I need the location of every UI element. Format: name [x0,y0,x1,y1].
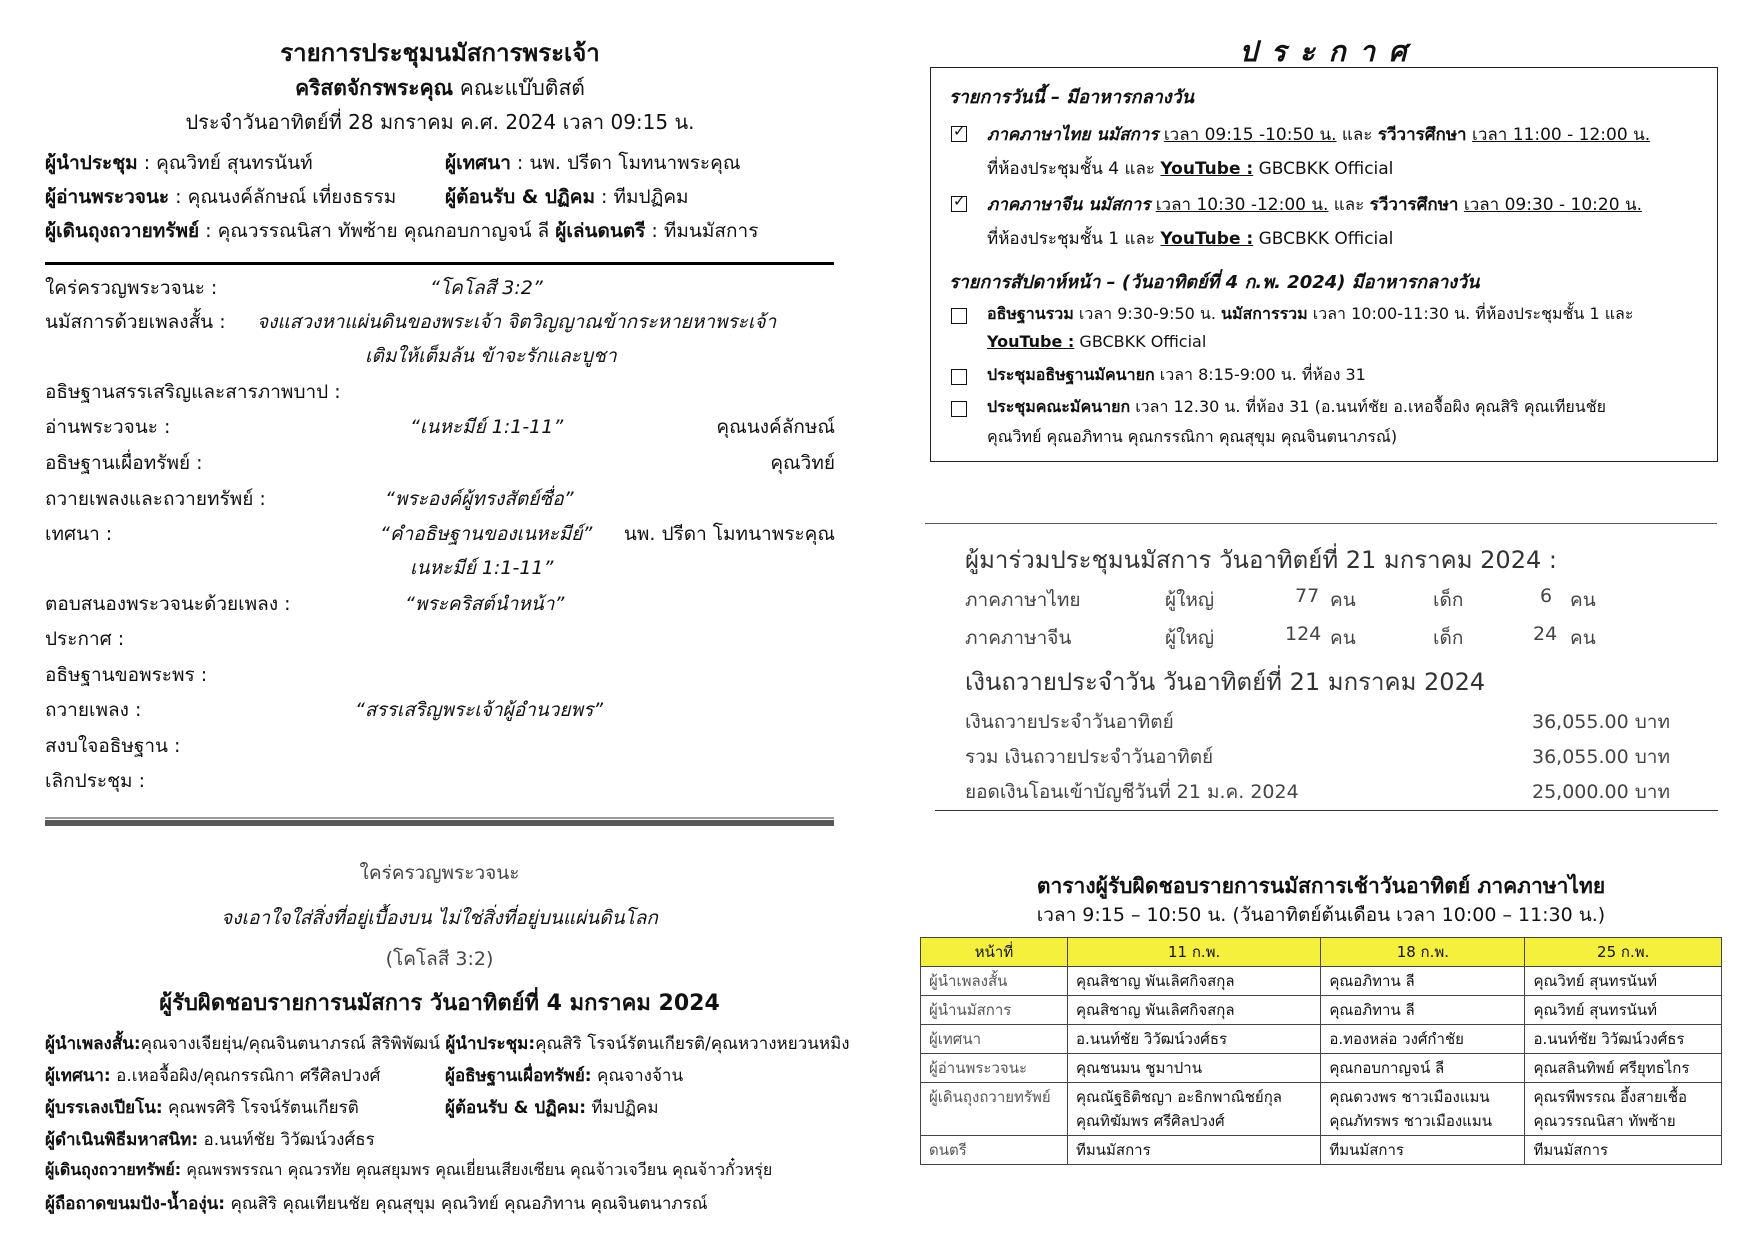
child-label: เด็ก [1433,627,1464,649]
schedule-title: ตารางผู้รับผิดชอบรายการนมัสการเช้าวันอาทิตย์ ภาคภาษาไทย [1036,874,1606,898]
table-cell: คุณชนมน ชูมาปาน [1068,1054,1321,1083]
venue: ที่ห้องประชุมชั้น 4 และ [987,159,1161,179]
table-cell: คุณกอบกาญจน์ ลี [1321,1054,1525,1083]
adult-label: ผู้ใหญ่ [1165,627,1215,649]
event-detail: เวลา 10:00-11:30 น. ที่ห้องประชุมชั้น 1 และ [1307,304,1634,323]
next-week-line [45,1094,359,1121]
table-cell: คุณรพีพรรณ อึ้งสายเชื้อ คุณวรรณนิสา ทัพซ้าย [1525,1083,1722,1136]
conjunction: และ [1328,195,1370,215]
youtube-label: YouTube : [1160,229,1254,249]
event-detail: เวลา 8:15-9:00 น. ที่ห้อง 31 [1154,365,1366,384]
order-person: คุณนงค์ลักษณ์ [716,416,835,438]
role-preacher [445,148,740,178]
order-label: ใคร่ครวญพระวจนะ : [45,277,218,299]
order-item: “สรรเสริญพระเจ้าผู้อำนวยพร” [355,699,604,721]
event-name: ประชุมคณะมัคนายก [987,397,1131,416]
duty-value: อ.เหอจื้อผิง/คุณกรรณิกา ศรีศิลปวงศ์ [110,1066,381,1086]
unit: คน [1330,627,1356,649]
adult-label: ผู้ใหญ่ [1165,589,1215,611]
offering-amount: 25,000.00 บาท [1532,781,1670,803]
column-header: 18 ก.พ. [1321,938,1525,967]
church-name-line [40,72,840,105]
role-label: ผู้เทศนา [445,152,511,174]
event-detail: คุณวิทย์ คุณอภิทาน คุณกรรณิกา คุณสุขุม คุณจินตนาภรณ์) [987,427,1398,446]
today-heading: รายการวันนี้ – มีอาหารกลางวัน [949,87,1194,108]
role-value: : คุณวรรณนิสา ทัพซ้าย คุณกอบกาญจน์ ลี [199,220,550,242]
role-label: ผู้นำประชุม [45,152,138,174]
role-ushers [445,182,689,212]
class-time: เวลา 09:30 - 10:20 น. [1463,195,1642,215]
order-item: จงแสวงหาแผ่นดินของพระเจ้า จิตวิญญาณข้ากระหายหาพระเจ้า [257,311,777,333]
order-row [45,307,835,341]
table-row [921,967,1722,996]
table-row [921,1083,1722,1136]
duty-label: ผู้บรรเลงเปียโน: [45,1098,163,1118]
order-item: “คำอธิษฐานของเนหะมีย์” [380,523,593,545]
verse-text: จงเอาใจใส่สิ่งที่อยู่เบื้องบน ไม่ใช่สิ่งที่อยู่บนแผ่นดินโลก [221,907,658,929]
table-row [921,1054,1722,1083]
schedule-table [920,937,1722,1165]
order-item: “โคโลสี 3:2” [430,277,543,299]
order-item: เนหะมีย์ 1:1-11” [410,557,554,579]
child-label: เด็ก [1433,589,1464,611]
next-item-line [987,332,1206,351]
duty-label: ผู้นำประชุม: [445,1034,536,1054]
duty-label: ผู้ดำเนินพิธีมหาสนิท: [45,1130,199,1150]
table-cell: ทีมนมัสการ [1321,1136,1525,1165]
table-row [921,996,1722,1025]
checkbox-checked-icon [951,126,967,142]
today-item-line [987,225,1393,252]
next-item-line [987,425,1397,450]
order-item: เติมให้เต็มล้น ข้าจะรักและบูชา [365,345,617,367]
next-week-heading: รายการสัปดาห์หน้า – (วันอาทิตย์ที่ 4 ก.พ. 2024) มีอาหารกลางวัน [949,272,1480,293]
attendance-group: ภาคภาษาไทย [965,589,1081,611]
youtube-label: YouTube : [987,332,1075,351]
table-cell: คุณณัฐธิติชญา อะธิกพาณิชย์กุล คุณทิฆัมพร ศรีศิลปวงศ์ [1068,1083,1321,1136]
order-label: เทศนา : [45,523,113,545]
order-label: เลิกประชุม : [45,770,145,792]
table-cell: ทีมนมัสการ [1525,1136,1722,1165]
order-label: ตอบสนองพระวจนะด้วยเพลง : [45,593,291,615]
table-row [921,1025,1722,1054]
order-row [45,273,835,307]
adult-count: 124 [1285,623,1322,645]
next-week-line [45,1126,375,1153]
duty-value: คุณจางเจียยุ่น/คุณจินตนาภรณ์ สิริพิพัฒน์ [140,1034,441,1054]
table-cell: คุณสลินทิพย์ ศรียุทธไกร [1525,1054,1722,1083]
role-reader [45,182,396,212]
order-row [45,377,835,412]
next-week-line [445,1062,683,1089]
announcements-title: ป ร ะ ก า ศ [1239,35,1409,68]
unit: คน [1330,589,1356,611]
order-label: ประกาศ : [45,628,125,650]
order-person: คุณวิทย์ [770,452,835,474]
schedule-subtitle: เวลา 9:15 – 10:50 น. (วันอาทิตย์ต้นเดือน เวลา 10:00 – 11:30 น.) [1036,904,1606,926]
class-name: รวีวารศึกษา [1369,195,1459,215]
order-item: “เนหะมีย์ 1:1-11” [410,416,564,438]
event-detail: เวลา 12.30 น. ที่ห้อง 31 (อ.นนท์ชัย อ.เหอจื้อผิง คุณสิริ คุณเทียนชัย [1130,397,1606,416]
next-week-title: ผู้รับผิดชอบรายการนมัสการ วันอาทิตย์ที่ 4 มกราคม 2024 [159,991,720,1016]
role-cell: ผู้นำนมัสการ [921,996,1068,1025]
duty-value: คุณพรศิริ โรจน์รัตนเกียรติ [162,1098,359,1118]
order-row [45,553,835,589]
divider [935,810,1718,811]
next-week-line [445,1094,659,1121]
table-cell: อ.นนท์ชัย วิวัฒน์วงศ์ธร [1068,1025,1321,1054]
duty-value: ทีมปฏิคม [586,1098,659,1118]
next-item-line [987,395,1606,420]
divider [45,817,834,826]
table-cell: คุณวิทย์ สุนทรนันท์ [1525,996,1722,1025]
class-name: รวีวารศึกษา [1377,125,1467,145]
table-row [921,1136,1722,1165]
order-row [45,589,835,624]
next-item-line [987,363,1366,388]
order-label: อ่านพระวจนะ : [45,416,171,438]
unit: คน [1570,589,1596,611]
order-label: ถวายเพลง : [45,699,142,721]
column-header: 11 ก.พ. [1068,938,1321,967]
table-cell: อ.นนท์ชัย วิวัฒน์วงศ์ธร [1525,1025,1722,1054]
duty-value: อ.นนท์ชัย วิวัฒน์วงศ์ธร [198,1130,375,1150]
role-value: : ทีมนมัสการ [645,220,759,242]
role-cell: ดนตรี [921,1136,1068,1165]
order-row [45,731,835,766]
offering-label: เงินถวายประจำวันอาทิตย์ [965,711,1174,733]
order-label: อธิษฐานเผื่อทรัพย์ : [45,452,203,474]
event-name: นมัสการรวม [1221,304,1308,323]
offering-amount: 36,055.00 บาท [1532,746,1670,768]
bulletin-title: รายการประชุมนมัสการพระเจ้า [280,39,600,67]
duty-label: ผู้อธิษฐานเผื่อทรัพย์: [445,1066,592,1086]
verse-reference: (โคโลสี 3:2) [385,948,494,970]
table-header-row [921,938,1722,967]
attendance-group: ภาคภาษาจีน [965,627,1072,649]
divider [925,523,1717,524]
role-value: : คุณวิทย์ สุนทรนันท์ [137,152,313,174]
duty-label: ผู้เดินถุงถวายทรัพย์: [45,1160,182,1179]
event-name: อธิษฐานรวม [987,304,1074,323]
today-item [951,194,967,214]
today-item-line [987,191,1642,218]
order-label: สงบใจอธิษฐาน : [45,735,181,757]
order-row [45,519,835,553]
class-time: เวลา 11:00 - 12:00 น. [1472,125,1651,145]
role-label: ผู้ต้อนรับ & ปฏิคม [445,186,595,208]
next-week-line [45,1158,772,1183]
offering-heading: เงินถวายประจำวัน วันอาทิตย์ที่ 21 มกราคม 2024 [965,668,1486,696]
role-label: ผู้เล่นดนตรี [555,220,646,242]
conjunction: และ [1336,125,1378,145]
service-name: ภาคภาษาไทย นมัสการ [987,125,1159,145]
order-row [45,695,835,731]
offering-label: รวม เงินถวายประจำวันอาทิตย์ [965,746,1214,768]
duty-label: ผู้นำเพลงสั้น: [45,1034,141,1054]
announcements-box [930,67,1718,462]
order-label: นมัสการด้วยเพลงสั้น : [45,311,226,333]
order-item: “พระองค์ผู้ทรงสัตย์ซื่อ” [385,488,574,510]
order-row [45,341,835,377]
order-label: อธิษฐานขอพระพร : [45,664,208,686]
church-denomination: คณะแบ๊บติสต์ [459,76,585,100]
role-offering [45,216,758,246]
service-name: ภาคภาษาจีน นมัสการ [987,195,1151,215]
today-item-line [987,155,1393,182]
order-person: นพ. ปรีดา โมทนาพระคุณ [623,523,835,545]
order-label: อธิษฐานสรรเสริญและสารภาพบาป : [45,381,341,403]
table-cell: คุณสิชาญ พันเลิศกิจสกุล [1068,967,1321,996]
role-cell: ผู้เดินถุงถวายทรัพย์ [921,1083,1068,1136]
table-cell: คุณวิทย์ สุนทรนันท์ [1525,967,1722,996]
church-name: คริสตจักรพระคุณ [295,76,454,100]
attendance-heading: ผู้มาร่วมประชุมนมัสการ วันอาทิตย์ที่ 21 มกราคม 2024 : [965,546,1557,574]
role-cell: ผู้เทศนา [921,1025,1068,1054]
offering-label: ยอดเงินโอนเข้าบัญชีวันที่ 21 ม.ค. 2024 [965,781,1299,803]
order-row [45,766,835,801]
duty-label: ผู้ต้อนรับ & ปฏิคม: [445,1098,586,1118]
role-label: ผู้เดินถุงถวายทรัพย์ [45,220,200,242]
youtube-label: YouTube : [1160,159,1254,179]
service-date: ประจำวันอาทิตย์ที่ 28 มกราคม ค.ศ. 2024 เวลา 09:15 น. [185,110,695,134]
role-value: : ทีมปฏิคม [595,186,689,208]
table-cell: คุณสิชาญ พันเลิศกิจสกุล [1068,996,1321,1025]
role-leader [45,148,313,178]
unit: คน [1570,627,1596,649]
service-time: เวลา 09:15 -10:50 น. [1163,125,1337,145]
duty-value: คุณพรพรรณา คุณวรทัย คุณสยุมพร คุณเยี่ยนเสียงเซียน คุณจ้าวเจวียน คุณจ้าวกั๋วหรุ่ย [181,1160,773,1179]
event-detail: เวลา 9:30-9:50 น. [1073,304,1222,323]
role-value: : นพ. ปรีดา โมทนาพระคุณ [510,152,741,174]
today-item [951,124,967,144]
duty-label: ผู้ถือถาดขนมปัง-น้ำองุ่น: [45,1194,226,1214]
next-week-line [45,1030,850,1057]
duty-value: คุณสิริ คุณเทียนชัย คุณสุขุม คุณวิทย์ คุณอภิทาน คุณจินตนาภรณ์ [225,1194,708,1214]
child-count: 6 [1540,585,1553,607]
duty-value: คุณสิริ โรจน์รัตนเกียรติ/คุณหวางหยวนหมิง [535,1034,850,1054]
order-label: ถวายเพลงและถวายทรัพย์ : [45,488,266,510]
venue: ที่ห้องประชุมชั้น 1 และ [987,229,1161,249]
event-name: ประชุมอธิษฐานมัคนายก [987,365,1155,384]
youtube-channel: GBCBKK Official [1074,332,1207,351]
table-cell: ทีมนมัสการ [1068,1136,1321,1165]
order-row [45,660,835,695]
order-row [45,412,835,448]
offering-amount: 36,055.00 บาท [1532,711,1670,733]
role-cell: ผู้นำเพลงสั้น [921,967,1068,996]
column-header: 25 ก.พ. [1525,938,1722,967]
duty-value: คุณจางจ้าน [591,1066,684,1086]
adult-count: 77 [1295,585,1320,607]
divider [45,262,834,265]
child-count: 24 [1533,623,1558,645]
order-item: “พระคริสต์นำหน้า” [405,593,565,615]
checkbox-empty-icon [951,398,967,417]
next-week-line [45,1062,380,1089]
verse-heading: ใคร่ครวญพระวจนะ [359,862,520,884]
next-item-line [987,302,1633,327]
checkbox-empty-icon [951,305,967,324]
order-of-service [45,273,835,801]
checkbox-empty-icon [951,366,967,385]
table-cell: คุณดวงพร ชาวเมืองแมน คุณภัทรพร ชาวเมืองแมน [1321,1083,1525,1136]
column-header: หน้าที่ [921,938,1068,967]
role-cell: ผู้อ่านพระวจนะ [921,1054,1068,1083]
today-item-line [987,121,1650,148]
table-cell: คุณอภิทาน ลี [1321,996,1525,1025]
order-row [45,448,835,484]
youtube-channel: GBCBKK Official [1253,159,1394,179]
role-value: : คุณนงค์ลักษณ์ เที่ยงธรรม [169,186,397,208]
table-cell: คุณอภิทาน ลี [1321,967,1525,996]
role-label: ผู้อ่านพระวจนะ [45,186,170,208]
checkbox-checked-icon [951,196,967,212]
youtube-channel: GBCBKK Official [1253,229,1394,249]
service-time: เวลา 10:30 -12:00 น. [1155,195,1329,215]
order-row [45,624,835,660]
duty-label: ผู้เทศนา: [45,1066,111,1086]
order-row [45,484,835,519]
table-cell: อ.ทองหล่อ วงศ์กำชัย [1321,1025,1525,1054]
next-week-line [45,1190,708,1217]
